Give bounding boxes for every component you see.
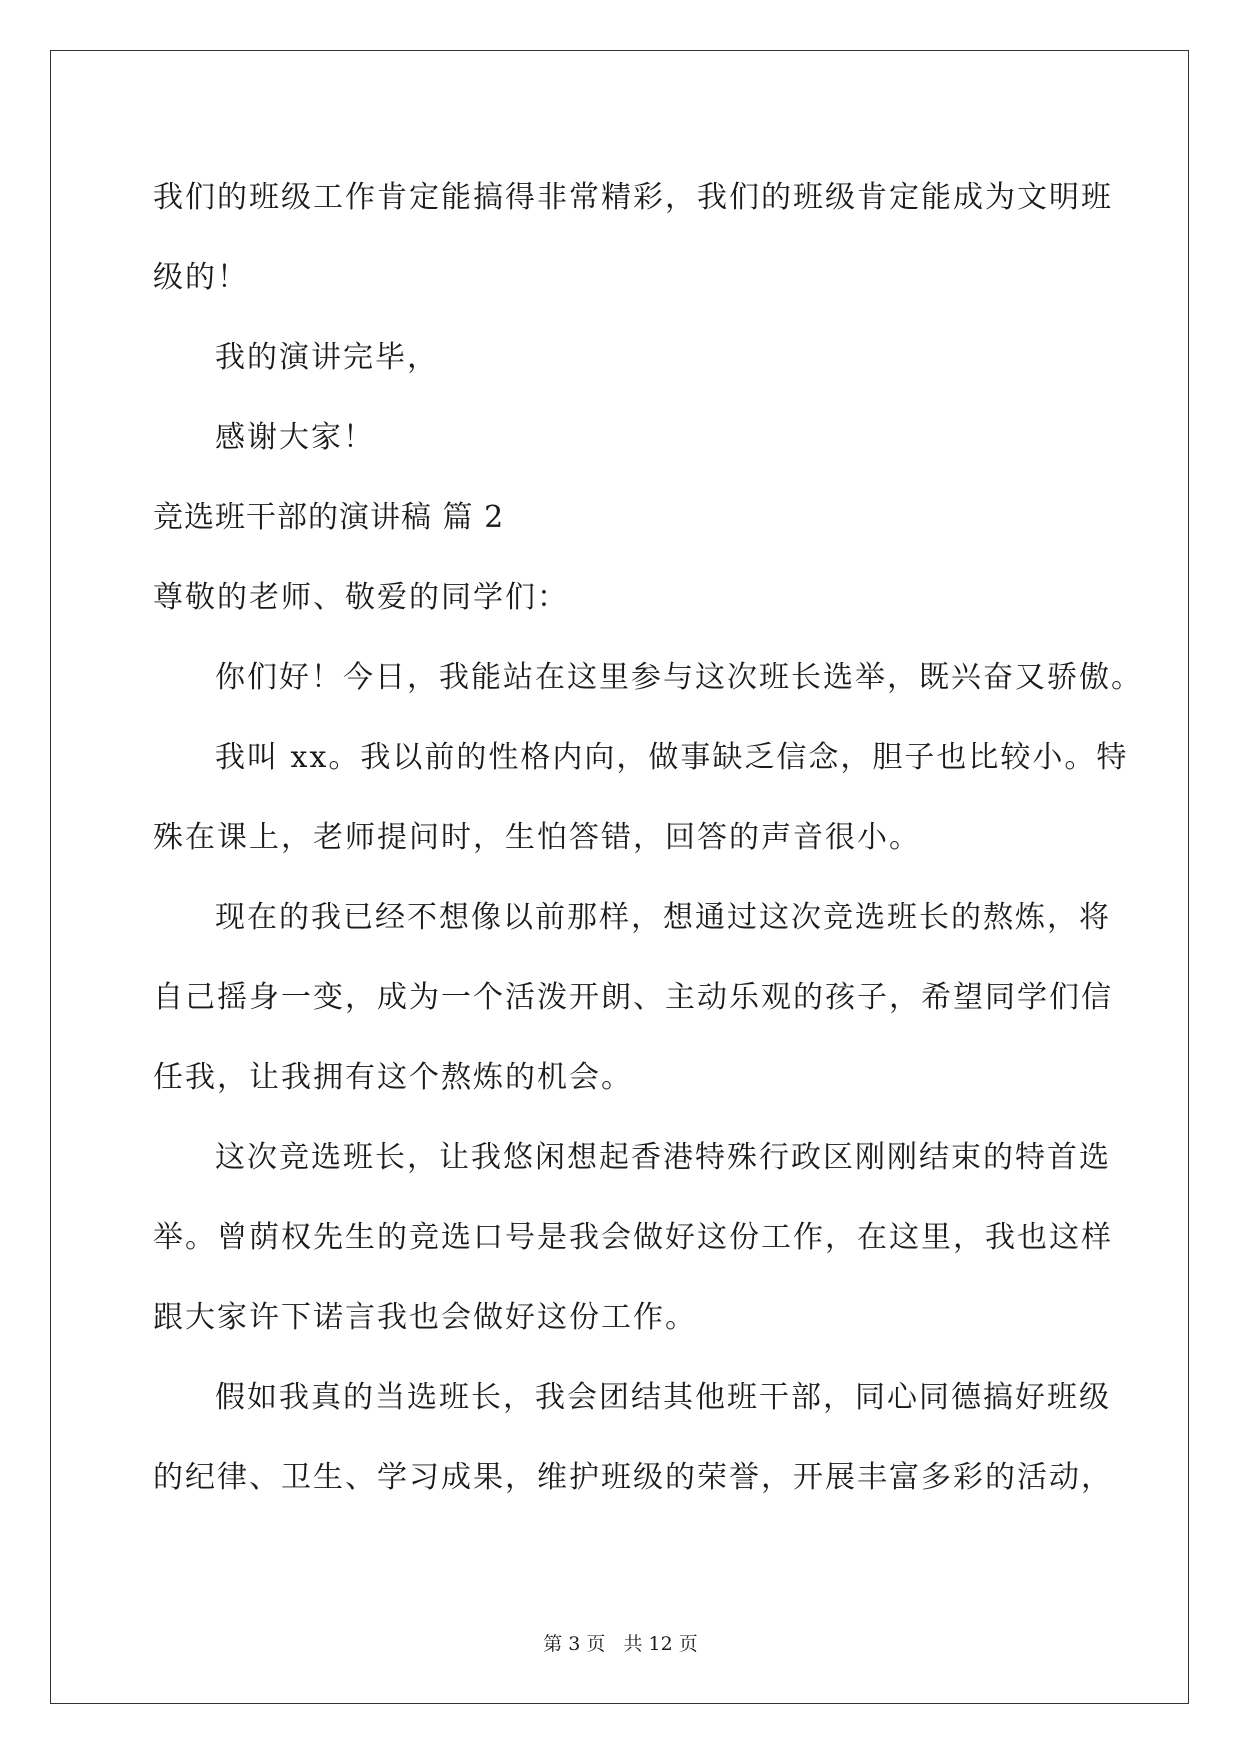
text-line: 级的！ [153, 260, 249, 295]
document-body [153, 158, 1143, 1518]
section-heading: 竞选班干部的演讲稿 篇 2 [153, 500, 505, 535]
total-pages: 共 12 页 [623, 1633, 698, 1655]
page-number: 第 3 页 [543, 1633, 606, 1655]
text-line: 自己摇身一变，成为一个活泼开朗、主动乐观的孩子，希望同学们信 [153, 980, 1113, 1015]
text-line: 举。曾荫权先生的竞选口号是我会做好这份工作，在这里，我也这样 [153, 1220, 1113, 1255]
text-line: 的纪律、卫生、学习成果，维护班级的荣誉，开展丰富多彩的活动， [153, 1460, 1113, 1495]
text-line: 这次竞选班长，让我悠闲想起香港特殊行政区刚刚结束的特首选 [215, 1140, 1111, 1175]
text-line: 我的演讲完毕， [215, 340, 439, 375]
text-line: 跟大家许下诺言我也会做好这份工作。 [153, 1300, 697, 1335]
text-line: 你们好！今日，我能站在这里参与这次班长选举，既兴奋又骄傲。 [215, 660, 1143, 695]
page-footer [0, 1629, 1241, 1656]
text-line: 尊敬的老师、敬爱的同学们： [153, 580, 569, 615]
text-line: 殊在课上，老师提问时，生怕答错，回答的声音很小。 [153, 820, 921, 855]
text-line: 我叫 xx。我以前的性格内向，做事缺乏信念，胆子也比较小。特 [215, 740, 1129, 775]
text-line: 感谢大家！ [215, 420, 375, 455]
text-line: 现在的我已经不想像以前那样，想通过这次竞选班长的熬炼，将 [215, 900, 1111, 935]
text-line: 我们的班级工作肯定能搞得非常精彩，我们的班级肯定能成为文明班 [153, 180, 1113, 215]
text-line: 假如我真的当选班长，我会团结其他班干部，同心同德搞好班级 [215, 1380, 1111, 1415]
text-line: 任我，让我拥有这个熬炼的机会。 [153, 1060, 633, 1095]
